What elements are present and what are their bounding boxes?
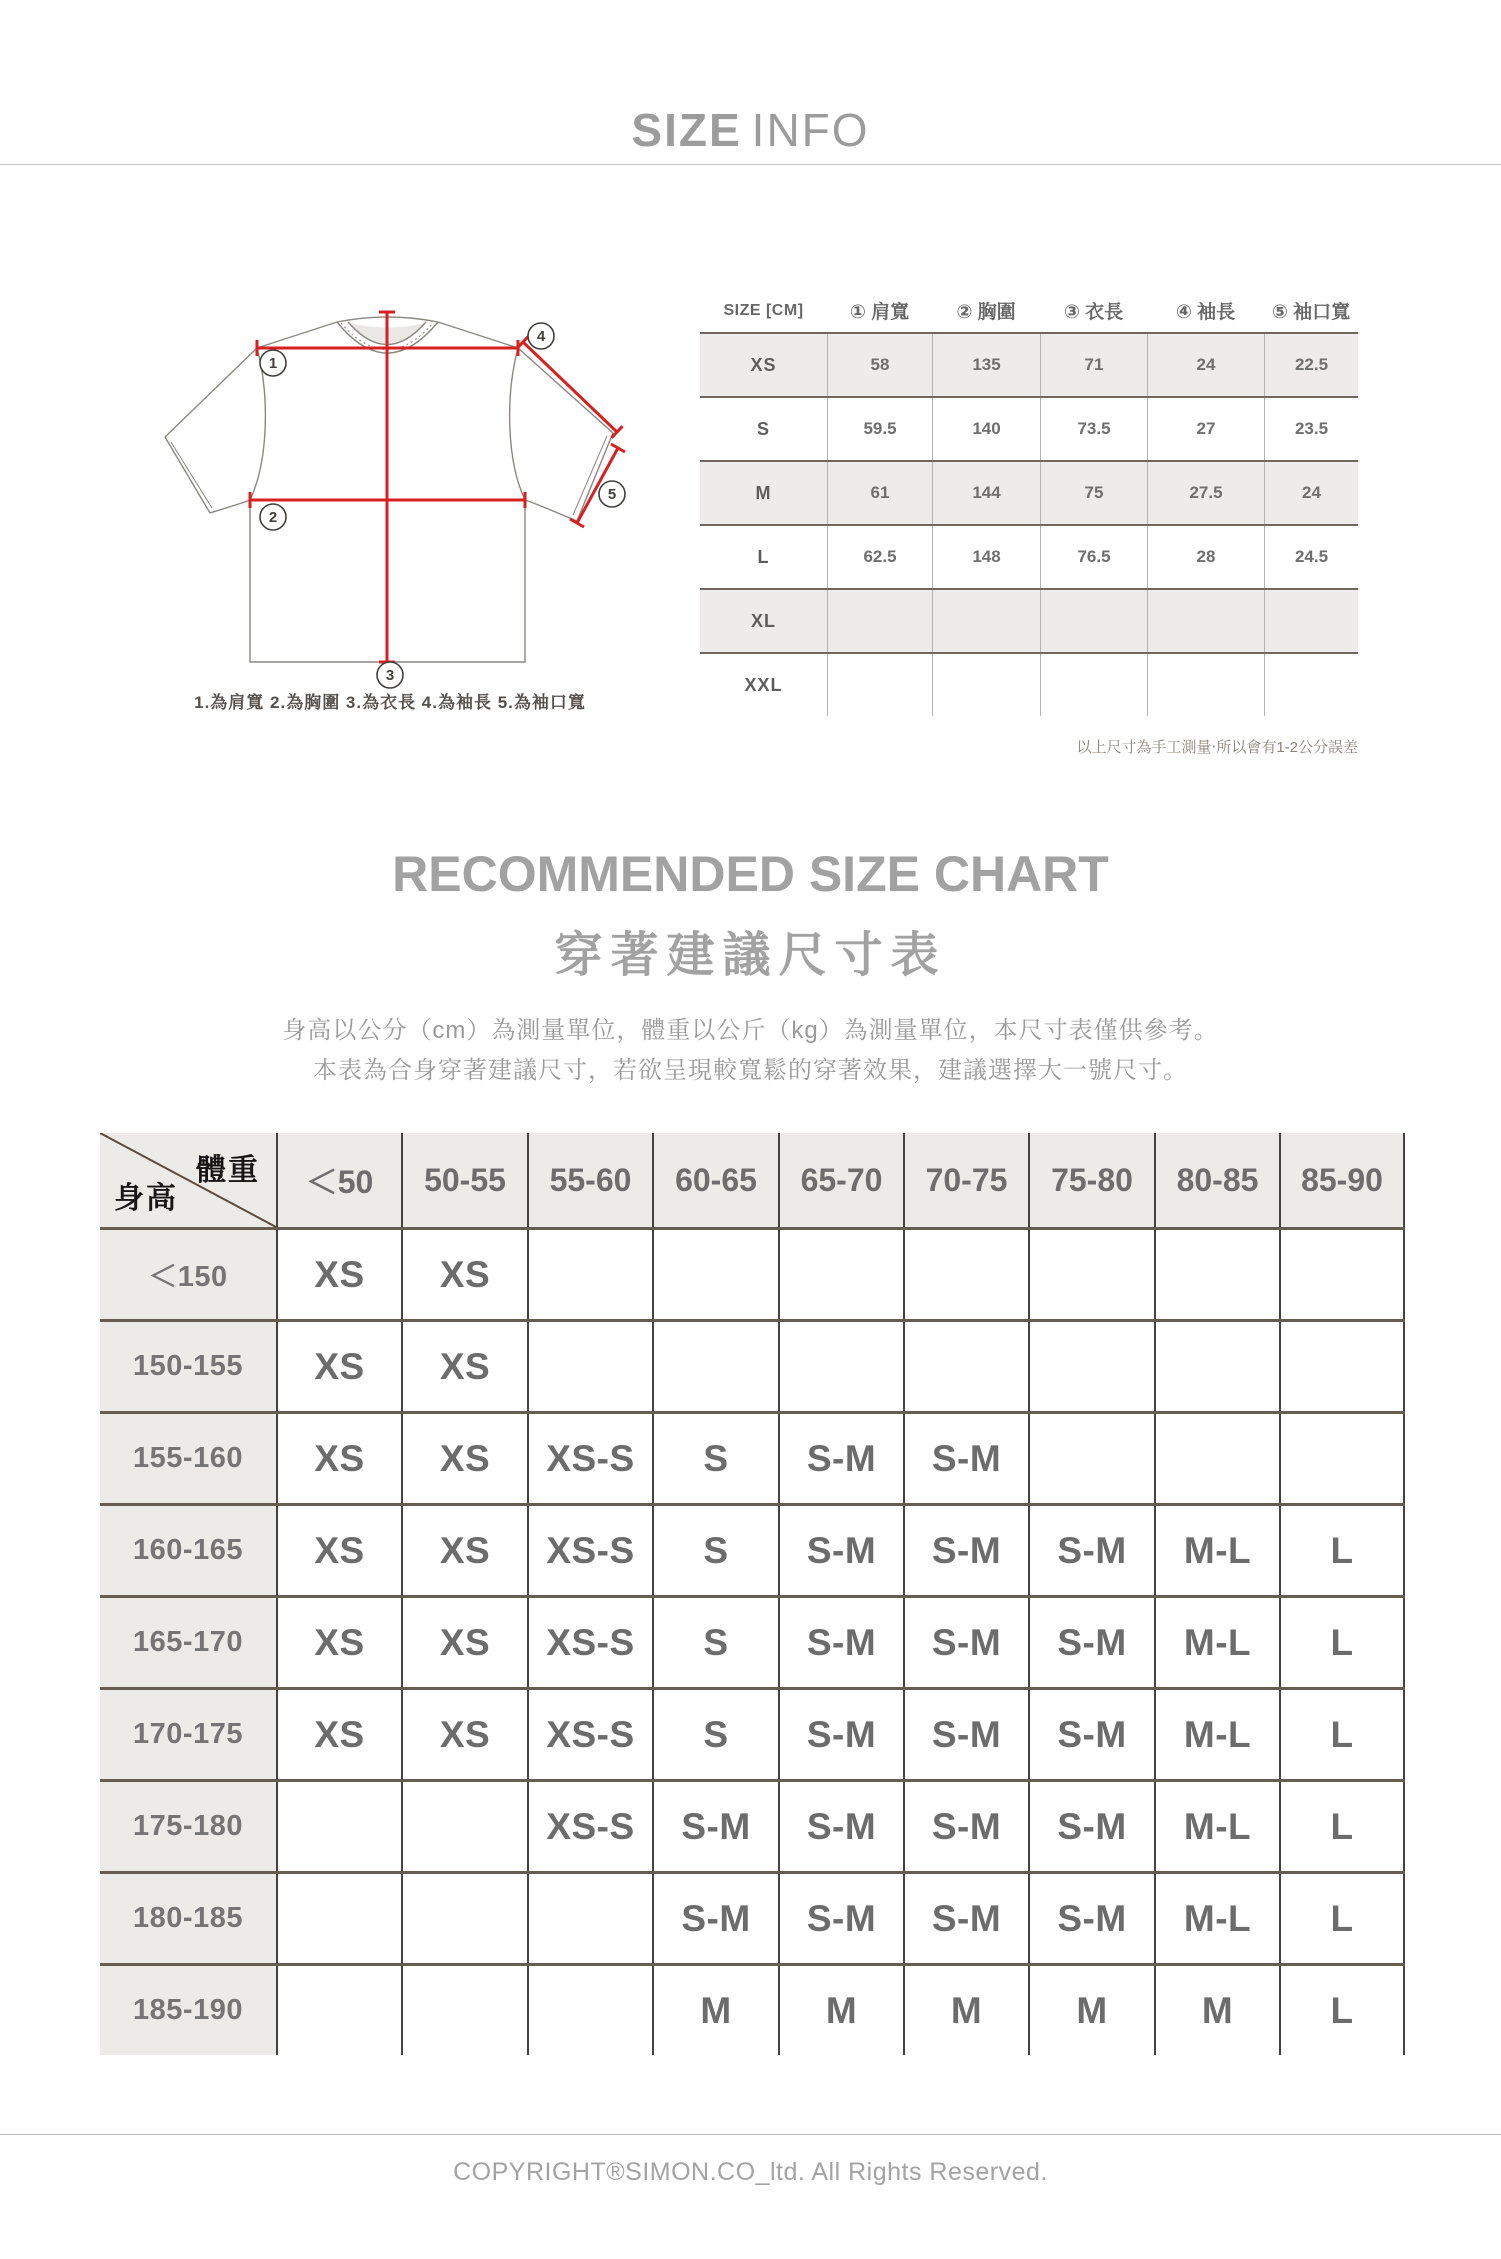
weight-col-header: 80-85 [1154, 1133, 1279, 1227]
size-value-cell [1040, 590, 1147, 652]
recommendation-cell: S-M [778, 1874, 903, 1963]
recommendation-cell: S-M [1028, 1782, 1154, 1871]
marker-1: 1 [268, 355, 278, 372]
recommendation-cell: S [652, 1414, 778, 1503]
height-row-header: 150-155 [100, 1322, 276, 1411]
recommendation-cell [903, 1322, 1028, 1411]
recommendation-cell: XS [401, 1230, 527, 1319]
recommendation-cell: XS [276, 1598, 401, 1687]
recommendation-cell: XS [276, 1690, 401, 1779]
recommendation-cell: S [652, 1690, 778, 1779]
recommendation-cell: XS [276, 1230, 401, 1319]
size-value-cell [1264, 590, 1358, 652]
page-title-light: INFO [751, 104, 870, 156]
measurement-lines [250, 312, 625, 662]
recommendation-cell [1154, 1414, 1279, 1503]
size-value-cell [932, 654, 1040, 716]
recommendation-cell [1279, 1322, 1405, 1411]
recommendation-cell: S-M [903, 1414, 1028, 1503]
size-value-cell: 73.5 [1040, 398, 1147, 460]
height-row-header: 165-170 [100, 1598, 276, 1687]
recommendation-cell [276, 1966, 401, 2055]
recommendation-cell [1028, 1322, 1154, 1411]
corner-height-label: 身高 [114, 1182, 178, 1215]
recommendation-cell: M [1028, 1966, 1154, 2055]
recommendation-cell: S-M [1028, 1690, 1154, 1779]
recommendation-row [100, 1411, 1405, 1503]
recommendation-row [100, 1871, 1405, 1963]
size-value-cell [1147, 590, 1264, 652]
recommendation-row [100, 1503, 1405, 1595]
height-row-header: 180-185 [100, 1874, 276, 1963]
weight-col-header: 50-55 [401, 1133, 527, 1227]
size-value-cell: 59.5 [827, 398, 932, 460]
size-value-cell [827, 654, 932, 716]
recommended-title-en: RECOMMENDED SIZE CHART [392, 846, 1109, 902]
recommendation-cell [527, 1322, 652, 1411]
size-table-col-header: ⑤ 袖口寬 [1271, 302, 1351, 323]
size-table-col-header: SIZE [CM] [723, 301, 804, 319]
recommendation-cell [652, 1322, 778, 1411]
size-value-cell: 24 [1264, 462, 1358, 524]
size-value-cell: 144 [932, 462, 1040, 524]
recommendation-cell: S-M [903, 1782, 1028, 1871]
size-value-cell: 27.5 [1147, 462, 1264, 524]
recommendation-table-header [100, 1133, 1405, 1227]
size-table-row [700, 396, 1358, 460]
recommendation-cell: S-M [652, 1782, 778, 1871]
size-label: XXL [744, 674, 783, 695]
marker-4: 4 [536, 328, 546, 345]
recommendation-cell: S-M [778, 1414, 903, 1503]
tshirt-outline [165, 317, 613, 662]
recommendation-cell: S-M [903, 1506, 1028, 1595]
recommendation-row [100, 1227, 1405, 1319]
page-title-bold: SIZE [631, 104, 742, 156]
recommendation-cell [401, 1874, 527, 1963]
recommendation-cell: XS [401, 1322, 527, 1411]
recommendation-cell: S [652, 1506, 778, 1595]
size-value-cell [932, 590, 1040, 652]
recommended-title-zh: 穿著建議尺寸表 [554, 929, 947, 982]
recommendation-cell: S-M [778, 1782, 903, 1871]
recommendation-cell: L [1279, 1506, 1405, 1595]
recommendation-cell [401, 1966, 527, 2055]
recommendation-cell: XS-S [527, 1782, 652, 1871]
size-value-cell: 58 [827, 334, 932, 396]
recommendation-cell [1279, 1414, 1405, 1503]
weight-col-header: ＜50 [276, 1133, 401, 1227]
size-guide-desc-2: 本表為合身穿著建議尺寸，若欲呈現較寬鬆的穿著效果，建議選擇大一號尺寸。 [313, 1057, 1188, 1084]
recommendation-cell [778, 1322, 903, 1411]
header-divider [0, 164, 1501, 165]
recommendation-cell: XS [276, 1506, 401, 1595]
size-value-cell: 76.5 [1040, 526, 1147, 588]
size-table-col-header: ② 胸圍 [956, 302, 1016, 323]
recommendation-row [100, 1319, 1405, 1411]
recommendation-table-body [100, 1227, 1405, 2055]
size-value-cell [827, 590, 932, 652]
page-title [0, 103, 1501, 157]
size-label: S [756, 418, 770, 439]
weight-col-header: 75-80 [1028, 1133, 1154, 1227]
recommendation-row [100, 1687, 1405, 1779]
height-row-header: 155-160 [100, 1414, 276, 1503]
recommendation-cell [527, 1230, 652, 1319]
size-value-cell: 22.5 [1264, 334, 1358, 396]
recommendation-cell: S-M [652, 1874, 778, 1963]
recommendation-cell: XS [401, 1506, 527, 1595]
size-value-cell [1264, 654, 1358, 716]
recommendation-cell: S-M [1028, 1506, 1154, 1595]
recommendation-cell [1154, 1230, 1279, 1319]
size-table [700, 289, 1358, 716]
weight-col-header: 60-65 [652, 1133, 778, 1227]
size-guide-desc-1: 身高以公分（cm）為測量單位，體重以公斤（kg）為測量單位，本尺寸表僅供參考。 [282, 1017, 1219, 1044]
size-value-cell: 24.5 [1264, 526, 1358, 588]
recommendation-cell: XS [276, 1322, 401, 1411]
diagram-caption: 1.為肩寬 2.為胸圍 3.為衣長 4.為袖長 5.為袖口寬 [194, 693, 586, 712]
recommendation-table [100, 1133, 1405, 2055]
size-value-cell: 23.5 [1264, 398, 1358, 460]
size-table-row [700, 588, 1358, 652]
recommendation-cell: S-M [903, 1874, 1028, 1963]
recommendation-cell [652, 1230, 778, 1319]
recommendation-cell: M-L [1154, 1874, 1279, 1963]
recommendation-cell: S-M [778, 1506, 903, 1595]
size-table-row [700, 332, 1358, 396]
recommendation-cell: S [652, 1598, 778, 1687]
marker-3: 3 [385, 667, 395, 684]
recommendation-cell: M-L [1154, 1598, 1279, 1687]
height-row-header: ＜150 [100, 1230, 276, 1319]
size-value-cell: 140 [932, 398, 1040, 460]
recommendation-cell: L [1279, 1782, 1405, 1871]
recommendation-cell: M [1154, 1966, 1279, 2055]
recommendation-cell: M-L [1154, 1690, 1279, 1779]
recommendation-cell [527, 1966, 652, 2055]
recommendation-row [100, 1595, 1405, 1687]
recommendation-cell: S-M [1028, 1598, 1154, 1687]
recommendation-cell: M [903, 1966, 1028, 2055]
recommendation-cell [1154, 1322, 1279, 1411]
recommendation-cell: XS [401, 1690, 527, 1779]
recommendation-cell: S-M [903, 1598, 1028, 1687]
weight-col-header: 65-70 [778, 1133, 903, 1227]
height-row-header: 160-165 [100, 1506, 276, 1595]
size-label: XS [750, 354, 777, 375]
marker-2: 2 [268, 509, 278, 526]
recommendation-cell: XS-S [527, 1690, 652, 1779]
weight-col-header: 70-75 [903, 1133, 1028, 1227]
size-label: M [755, 482, 772, 503]
size-table-row [700, 652, 1358, 716]
size-value-cell: 75 [1040, 462, 1147, 524]
size-label: L [757, 546, 770, 567]
size-table-row [700, 524, 1358, 588]
size-value-cell: 24 [1147, 334, 1264, 396]
recommendation-cell [276, 1874, 401, 1963]
copyright-text: COPYRIGHT®SIMON.CO_ltd. All Rights Reserved. [453, 2158, 1048, 2186]
recommendation-cell [1028, 1230, 1154, 1319]
size-table-row [700, 460, 1358, 524]
size-label: XL [750, 610, 776, 631]
recommendation-cell: M-L [1154, 1506, 1279, 1595]
recommendation-cell: M [652, 1966, 778, 2055]
recommendation-cell [903, 1230, 1028, 1319]
size-value-cell [1147, 654, 1264, 716]
recommendation-cell: M [778, 1966, 903, 2055]
size-table-col-header: ③ 衣長 [1063, 302, 1124, 323]
height-row-header: 170-175 [100, 1690, 276, 1779]
size-table-col-header: ① 肩寬 [849, 302, 910, 323]
height-row-header: 175-180 [100, 1782, 276, 1871]
size-value-cell [1040, 654, 1147, 716]
recommendation-cell: M-L [1154, 1782, 1279, 1871]
marker-5: 5 [607, 486, 617, 503]
footer-divider [0, 2134, 1501, 2135]
recommendation-cell: XS [276, 1414, 401, 1503]
tshirt-diagram [100, 272, 640, 712]
recommendation-cell [1279, 1230, 1405, 1319]
size-value-cell: 71 [1040, 334, 1147, 396]
recommendation-row [100, 1779, 1405, 1871]
recommendation-cell: S-M [903, 1690, 1028, 1779]
recommendation-cell: XS [401, 1598, 527, 1687]
recommendation-cell: XS-S [527, 1414, 652, 1503]
recommendation-cell: S-M [778, 1690, 903, 1779]
size-value-cell: 135 [932, 334, 1040, 396]
recommendation-cell [1028, 1414, 1154, 1503]
recommendation-cell [778, 1230, 903, 1319]
size-value-cell: 62.5 [827, 526, 932, 588]
size-value-cell: 27 [1147, 398, 1264, 460]
recommendation-cell [527, 1874, 652, 1963]
corner-cell [100, 1133, 276, 1227]
recommendation-cell: XS [401, 1414, 527, 1503]
recommendation-cell: L [1279, 1598, 1405, 1687]
size-table-body [700, 332, 1358, 716]
size-table-note: 以上尺寸為手工測量‧所以會有1-2公分誤差 [1076, 739, 1358, 756]
recommendation-cell: XS-S [527, 1598, 652, 1687]
recommendation-cell: L [1279, 1966, 1405, 2055]
recommendation-cell: L [1279, 1874, 1405, 1963]
recommendation-cell: XS-S [527, 1506, 652, 1595]
size-value-cell: 148 [932, 526, 1040, 588]
size-table-col-header: ④ 袖長 [1175, 302, 1236, 323]
size-value-cell: 28 [1147, 526, 1264, 588]
size-value-cell: 61 [827, 462, 932, 524]
recommendation-cell: S-M [778, 1598, 903, 1687]
height-row-header: 185-190 [100, 1966, 276, 2055]
corner-weight-label: 體重 [196, 1154, 260, 1187]
weight-col-header: 85-90 [1279, 1133, 1405, 1227]
recommendation-cell [276, 1782, 401, 1871]
recommendation-row [100, 1963, 1405, 2055]
weight-col-header: 55-60 [527, 1133, 652, 1227]
recommendation-cell: L [1279, 1690, 1405, 1779]
recommendation-cell: S-M [1028, 1874, 1154, 1963]
size-table-header [700, 289, 1358, 332]
recommendation-cell [401, 1782, 527, 1871]
diagram-markers [260, 323, 625, 688]
